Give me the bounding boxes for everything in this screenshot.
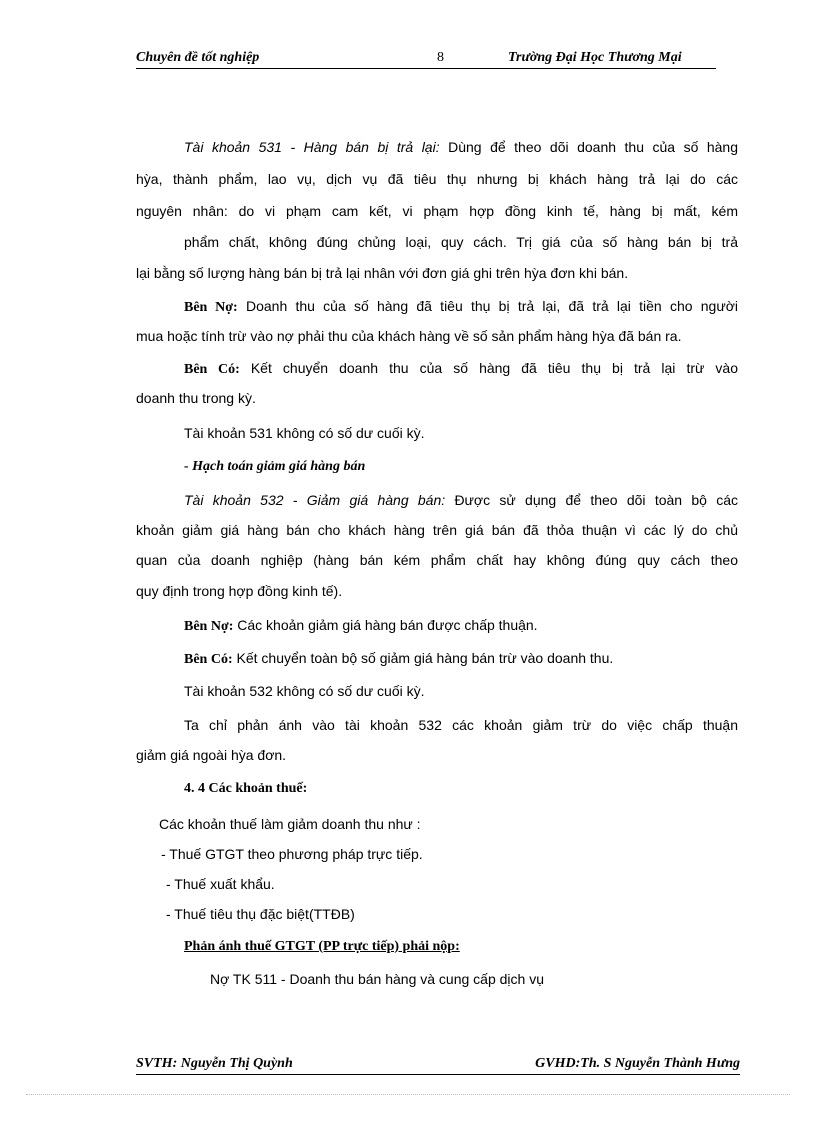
header-university: Trường Đại Học Thương Mại (508, 50, 682, 65)
paragraph-line (184, 359, 738, 379)
paragraph-line: phẩm chất, không đúng chủng loại, quy cách. Trị giá của số hàng bán bị trả (184, 234, 738, 250)
list-item: - Thuế xuất khẩu. (166, 876, 275, 892)
paragraph-line (184, 297, 738, 317)
paragraph-line (184, 138, 738, 156)
paragraph-text: Các khoản giảm giá hàng bán được chấp thuận. (237, 617, 538, 633)
footer-supervisor: GVHD:Th. S Nguyễn Thành Hưng (535, 1056, 740, 1071)
footer-student: SVTH: Nguyễn Thị Quỳnh (136, 1056, 293, 1071)
credit-label: Bên Có: (184, 362, 240, 377)
header-page-number: 8 (437, 50, 444, 65)
paragraph-text: Kết chuyển doanh thu của số hàng đã tiêu thụ bị trả lại trừ vào (250, 360, 738, 376)
paragraph-line (184, 616, 538, 636)
paragraph-text: Kết chuyển toàn bộ số giảm giá hàng bán trừ vào doanh thu. (236, 650, 614, 666)
paragraph-line (184, 491, 738, 509)
paragraph-line: nguyên nhân: do vi phạm cam kết, vi phạm hợp đồng kinh tế, hàng bị mất, kém (136, 203, 738, 219)
journal-entry-line: Nợ TK 511 - Doanh thu bán hàng và cung cấp dịch vụ (210, 971, 544, 987)
paragraph-text: Dùng để theo dõi doanh thu của số hàng (448, 139, 738, 155)
paragraph-line: quan của doanh nghiệp (hàng bán kém phẩm chất hay không đúng quy cách theo (136, 552, 738, 568)
list-item: - Thuế tiêu thụ đặc biệt(TTĐB) (166, 906, 355, 922)
list-item: - Thuế GTGT theo phương pháp trực tiếp. (161, 846, 423, 862)
account-531-title: Tài khoản 531 - Hàng bán bị trả lại: (184, 139, 440, 155)
paragraph-line: hỳa, thành phẩm, lao vụ, dịch vụ đã tiêu thụ nhưng bị khách hàng trả lại do các (136, 171, 738, 187)
paragraph-line: doanh thu trong kỳ. (136, 390, 256, 406)
paragraph-line (184, 649, 613, 669)
paragraph-line: khoản giảm giá hàng bán cho khách hàng trên giá bán đã thỏa thuận vì các lý do chủ (136, 522, 738, 538)
page-bottom-divider (26, 1094, 790, 1095)
section-heading-discount: - Hạch toán giảm giá hàng bán (184, 459, 366, 474)
header-thesis-title: Chuyên đề tốt nghiệp (136, 50, 260, 65)
debit-label: Bên Nợ: (184, 619, 234, 634)
credit-label: Bên Có: (184, 652, 233, 667)
paragraph-line: Tài khoản 531 không có số dư cuối kỳ. (184, 425, 425, 441)
debit-label: Bên Nợ: (184, 300, 238, 315)
section-heading-taxes: 4. 4 Các khoản thuế: (184, 781, 308, 796)
paragraph-line: Các khoản thuế làm giảm doanh thu như : (159, 816, 421, 832)
paragraph-line: lại bằng số lượng hàng bán bị trả lại nhân với đơn giá ghi trên hỳa đơn khi bán. (136, 265, 629, 281)
vat-heading: Phản ánh thuế GTGT (PP trực tiếp) phải nộp: (184, 939, 460, 954)
paragraph-line: giảm giá ngoài hỳa đơn. (136, 747, 287, 763)
paragraph-line: quy định trong hợp đồng kinh tế). (136, 583, 343, 599)
paragraph-line: Ta chỉ phản ánh vào tài khoản 532 các khoản giảm trừ do việc chấp thuận (184, 717, 738, 733)
account-532-title: Tài khoản 532 - Giảm giá hàng bán: (184, 492, 446, 508)
paragraph-text: Doanh thu của số hàng đã tiêu thụ bị trả lại, đã trả lại tiền cho người (245, 298, 738, 314)
page-header (136, 50, 716, 69)
paragraph-line: Tài khoản 532 không có số dư cuối kỳ. (184, 683, 425, 699)
paragraph-text: Được sử dụng để theo dõi toàn bộ các (454, 492, 739, 508)
page-footer (136, 1056, 740, 1075)
paragraph-line: mua hoặc tính trừ vào nợ phải thu của khách hàng về số sản phẩm hàng hỳa đã bán ra. (136, 328, 682, 344)
